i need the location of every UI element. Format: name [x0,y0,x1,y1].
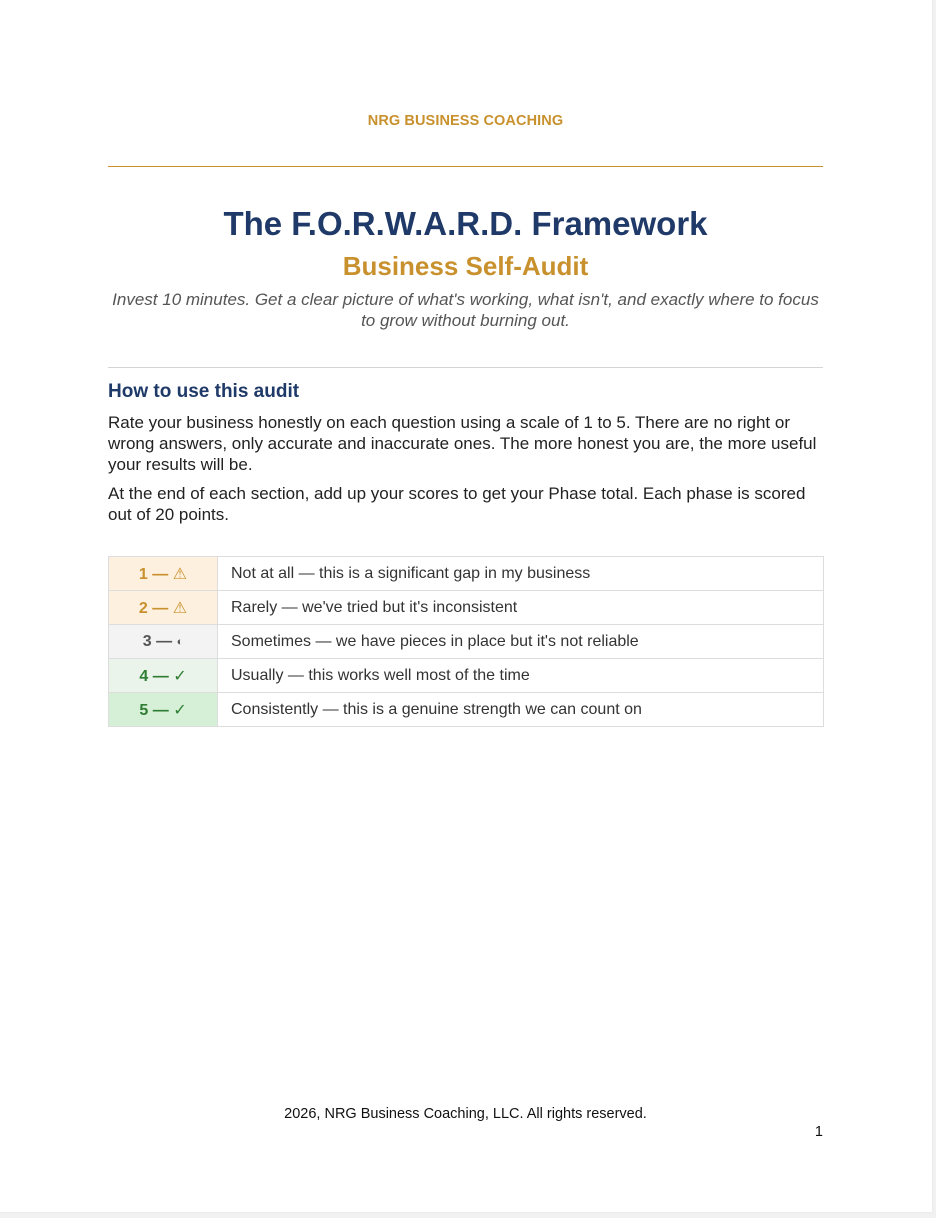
scale-score: 4 [139,667,149,685]
section-heading: How to use this audit [108,381,300,402]
page-number: 1 [814,1124,823,1140]
scale-row [109,591,824,625]
warning-icon: ⚠ [172,599,188,617]
instructions-paragraph-2: At the end of each section, add up your scores to get your Phase total. Each phase is scored out of 20 points. [108,484,806,524]
scale-separator: — [147,599,173,617]
scale-score: 3 [142,632,152,650]
instructions-paragraph-1: Rate your business honestly on each question using a scale of 1 to 5. There are no right or wrong answers, only accurate and inaccurate ones. The more honest you are, the more useful your results will be. [108,413,817,474]
scale-row [109,693,824,727]
scale-description: Rarely — we've tried but it's inconsistent [218,591,824,625]
scale-score-cell [109,557,218,591]
scale-description: Not at all — this is a significant gap in my business [218,557,824,591]
header-divider [108,166,823,167]
scale-separator: — [148,701,174,719]
tagline: Invest 10 minutes. Get a clear picture of what's working, what isn't, and exactly where to focus to grow without burning out. [112,290,819,330]
checkmark-icon: ✓ [173,667,187,685]
scale-description: Sometimes — we have pieces in place but it's not reliable [218,625,824,659]
copyright-footer: 2026, NRG Business Coaching, LLC. All rights reserved. [284,1106,647,1122]
scale-separator: — [148,667,174,685]
scale-row [109,625,824,659]
scale-description: Consistently — this is a genuine strength we can count on [218,693,824,727]
scale-score: 1 [138,565,148,583]
warning-icon: ⚠ [172,565,188,583]
scale-score-cell [109,591,218,625]
scale-score-cell [109,693,218,727]
half-circle-icon: ◐ [176,635,184,648]
scale-score: 5 [139,701,149,719]
brand-header: NRG BUSINESS COACHING [367,113,564,129]
section-divider [108,367,823,368]
scale-score: 2 [138,599,148,617]
scale-row [109,557,824,591]
scale-score-cell [109,659,218,693]
scale-row [109,659,824,693]
scale-score-cell [109,625,218,659]
rating-scale-table [108,556,824,727]
page-subtitle: Business Self-Audit [342,251,589,281]
page-title: The F.O.R.W.A.R.D. Framework [223,205,708,242]
scale-separator: — [147,565,173,583]
scale-description: Usually — this works well most of the time [218,659,824,693]
checkmark-icon: ✓ [173,701,187,719]
scale-separator: — [151,632,177,650]
